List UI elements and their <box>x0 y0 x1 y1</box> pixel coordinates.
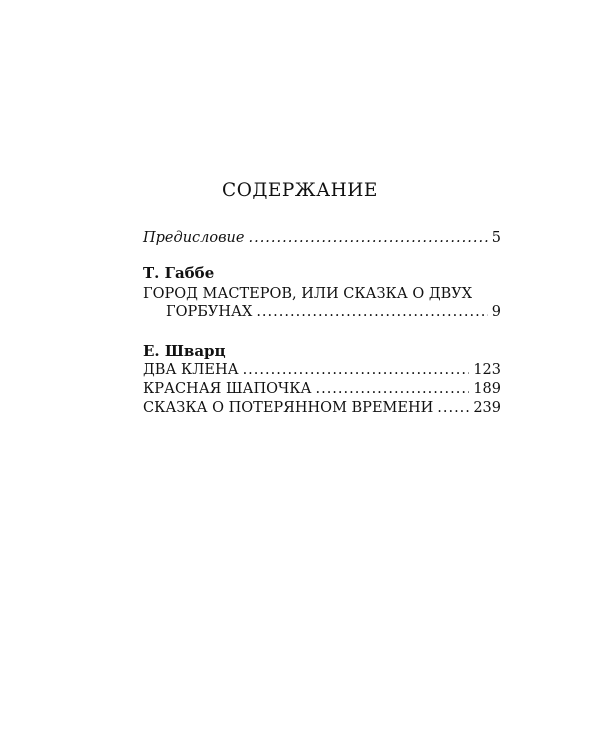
toc-entry-label: ГОРБУНАХ <box>166 304 253 320</box>
leader-dots <box>248 229 487 247</box>
leader-dots <box>243 361 470 379</box>
toc-entry-page: 239 <box>473 400 501 416</box>
toc-entry-label: Предисловие <box>143 230 245 246</box>
toc-entry-krasnaya-shapochka <box>143 380 501 398</box>
page-title: СОДЕРЖАНИЕ <box>222 180 378 201</box>
toc-entry-page: 5 <box>491 230 501 246</box>
toc-entry-skazka-o-poteryannom-vremeni <box>143 399 501 417</box>
toc-entry-dva-klena <box>143 361 501 379</box>
section-author: Е. Шварц <box>143 342 226 360</box>
toc-entry-label: ДВА КЛЕНА <box>143 362 239 378</box>
section-author: Т. Габбе <box>143 264 215 282</box>
toc-entry-preface <box>143 229 501 247</box>
toc-entry-label-line1: ГОРОД МАСТЕРОВ, ИЛИ СКАЗКА О ДВУХ <box>143 286 473 302</box>
toc-entry-label: СКАЗКА О ПОТЕРЯННОМ ВРЕМЕНИ <box>143 400 434 416</box>
leader-dots <box>437 399 469 417</box>
toc-entry-page: 189 <box>473 381 501 397</box>
toc-entry-page: 9 <box>491 304 501 320</box>
toc-entry-gorod-masterov <box>166 303 501 321</box>
leader-dots <box>315 380 469 398</box>
toc-entry-page: 123 <box>473 362 501 378</box>
toc-entry-label: КРАСНАЯ ШАПОЧКА <box>143 381 312 397</box>
leader-dots <box>256 303 487 321</box>
